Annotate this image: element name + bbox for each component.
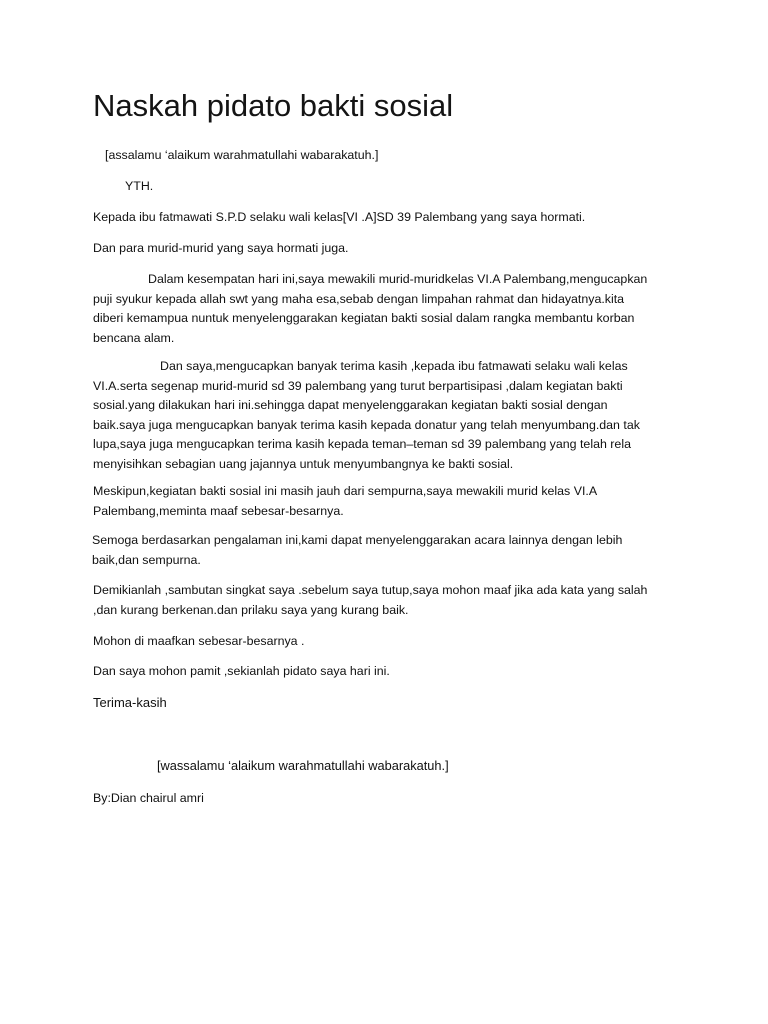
paragraph-murid: Dan para murid-murid yang saya hormati juga. [93, 241, 349, 255]
paragraph-meskipun [93, 482, 683, 521]
closing-thanks: Terima-kasih [93, 695, 167, 710]
paragraph-line: Demikianlah ,sambutan singkat saya .sebelum saya tutup,saya mohon maaf jika ada kata yang salah [93, 583, 648, 597]
opening-greeting: [assalamu ‘alaikum warahmatullahi wabarakatuh.] [105, 148, 379, 162]
paragraph-line: bencana alam. [93, 330, 175, 345]
paragraph-mohon: Mohon di maafkan sebesar-besarnya . [93, 634, 305, 648]
paragraph-line: puji syukur kepada allah swt yang maha esa,sebab dengan limpahan rahmat dan hidayatnya.kita [93, 291, 625, 306]
paragraph-line: Meskipun,kegiatan bakti sosial ini masih jauh dari sempurna,saya mewakili murid kelas VI.A [93, 484, 598, 498]
paragraph-demikianlah [93, 581, 683, 620]
paragraph-line: diberi kemampua nuntuk menyelenggarakan kegiatan bakti sosial dalam rangka membantu korban [93, 311, 635, 325]
paragraph-terima-kasih [93, 357, 683, 474]
paragraph-line: baik.saya juga mengucapkan banyak terima kasih kepada donatur yang telah menyumbang.dan tak [93, 417, 640, 432]
paragraph-line: VI.A.serta segenap murid-murid sd 39 palembang yang turut berpartisipasi ,dalam kegiatan bakti [93, 378, 623, 393]
paragraph-semoga [92, 531, 682, 570]
paragraph-line: menyisihkan sebagian uang jajannya untuk menyumbangnya ke bakti sosial. [93, 456, 514, 471]
document-title: Naskah pidato bakti sosial [93, 88, 454, 123]
paragraph-kepada: Kepada ibu fatmawati S.P.D selaku wali kelas[VI .A]SD 39 Palembang yang saya hormati. [93, 210, 586, 224]
paragraph-pamit: Dan saya mohon pamit ,sekianlah pidato saya hari ini. [93, 664, 390, 678]
closing-greeting: [wassalamu ‘alaikum warahmatullahi wabarakatuh.] [157, 758, 449, 773]
paragraph-line: Semoga berdasarkan pengalaman ini,kami dapat menyelenggarakan acara lainnya dengan lebih [92, 533, 623, 547]
author-signature: By:Dian chairul amri [93, 791, 204, 805]
paragraph-line: ,dan kurang berkenan.dan prilaku saya yang kurang baik. [93, 602, 409, 617]
paragraph-line: Dalam kesempatan hari ini,saya mewakili murid-muridkelas VI.A Palembang,mengucapkan [148, 272, 648, 286]
paragraph-line: baik,dan sempurna. [92, 552, 201, 567]
paragraph-line: lupa,saya juga mengucapkan terima kasih kepada teman–teman sd 39 palembang yang telah rela [93, 437, 631, 451]
paragraph-line: sosial.yang dilakukan hari ini.sehingga dapat menyelenggarakan kegiatan bakti sosial dengan [93, 398, 608, 412]
yth-line: YTH. [125, 179, 154, 193]
paragraph-line: Palembang,meminta maaf sebesar-besarnya. [93, 503, 344, 518]
paragraph-kesempatan [93, 270, 683, 348]
paragraph-line: Dan saya,mengucapkan banyak terima kasih ,kepada ibu fatmawati selaku wali kelas [160, 359, 628, 373]
